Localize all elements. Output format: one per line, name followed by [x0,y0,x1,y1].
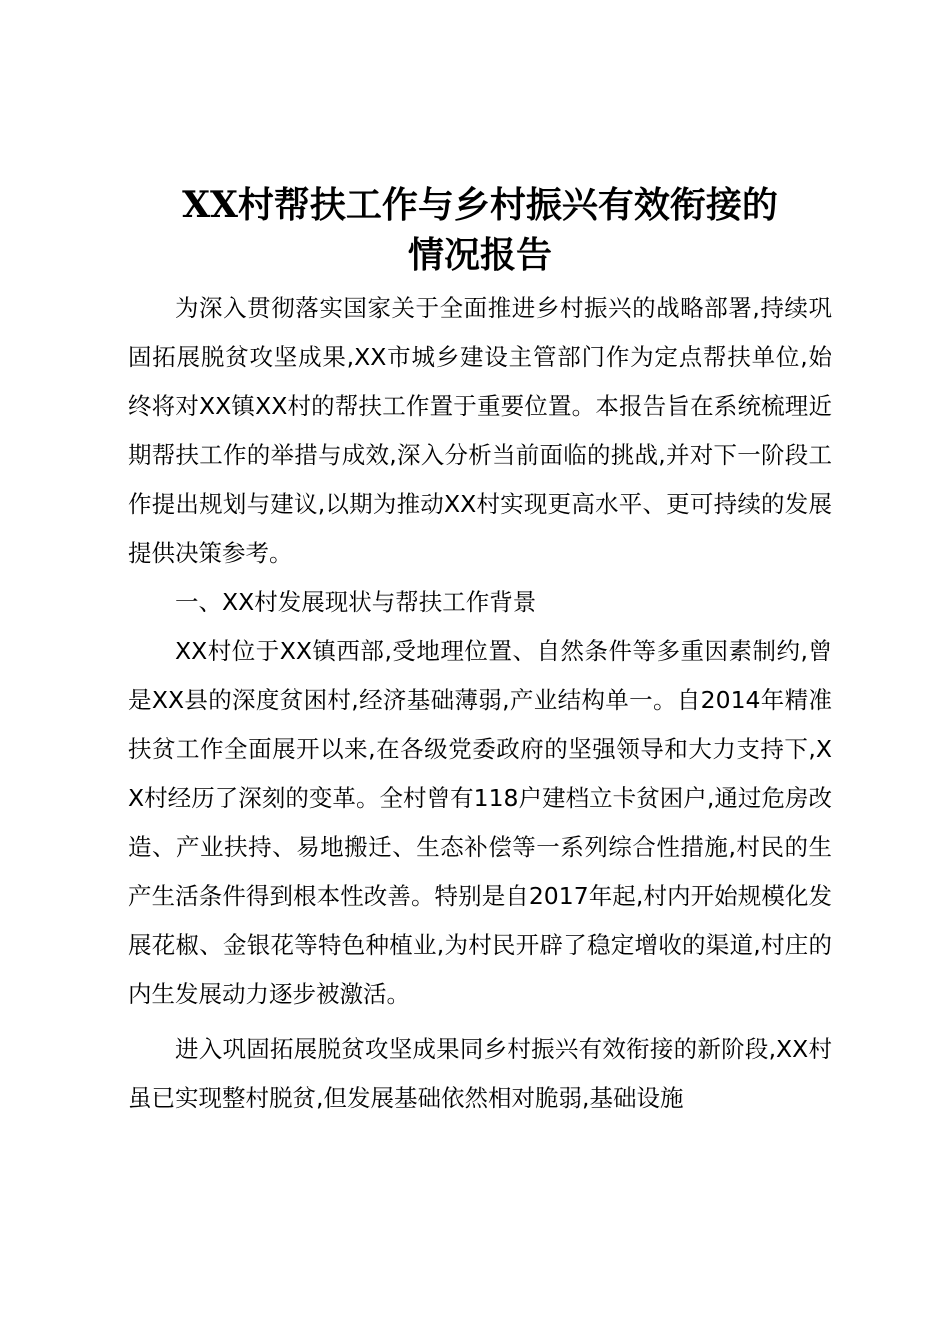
title-line-1: XX村帮扶工作与乡村振兴有效衔接的 [182,184,778,226]
intro-paragraph: 为深入贯彻落实国家关于全面推进乡村振兴的战略部署,持续巩固拓展脱贫攻坚成果,XX市城乡建设主管部门作为定点帮扶单位,始终将对XX镇XX村的帮扶工作置于重要位置。本报告旨在系统梳理近期帮扶工作的举措与成效,深入分析当前面临的挑战,并对下一阶段工作提出规划与建议,以期为推动XX村实现更高水平、更可持续的发展提供决策参考。 [128,294,832,567]
document-page [128,180,832,1123]
title-line-2: 情况报告 [407,234,552,276]
document-title [128,180,832,280]
section-1-heading: 一、XX村发展现状与帮扶工作背景 [175,588,537,616]
background-paragraph: XX村位于XX镇西部,受地理位置、自然条件等多重因素制约,曾是XX县的深度贫困村,经济基础薄弱,产业结构单一。自2014年精准扶贫工作全面展开以来,在各级党委政府的坚强领导和大力支持下,XX村经历了深刻的变革。全村曾有118户建档立卡贫困户,通过危房改造、产业扶持、易地搬迁、生态补偿等一系列综合性措施,村民的生产生活条件得到根本性改善。特别是自2017年起,村内开始规模化发展花椒、金银花等特色种植业,为村民开辟了稳定增收的渠道,村庄的内生发展动力逐步被激活。 [128,637,832,1008]
new-stage-paragraph: 进入巩固拓展脱贫攻坚成果同乡村振兴有效衔接的新阶段,XX村虽已实现整村脱贫,但发展基础依然相对脆弱,基础设施 [128,1035,832,1112]
